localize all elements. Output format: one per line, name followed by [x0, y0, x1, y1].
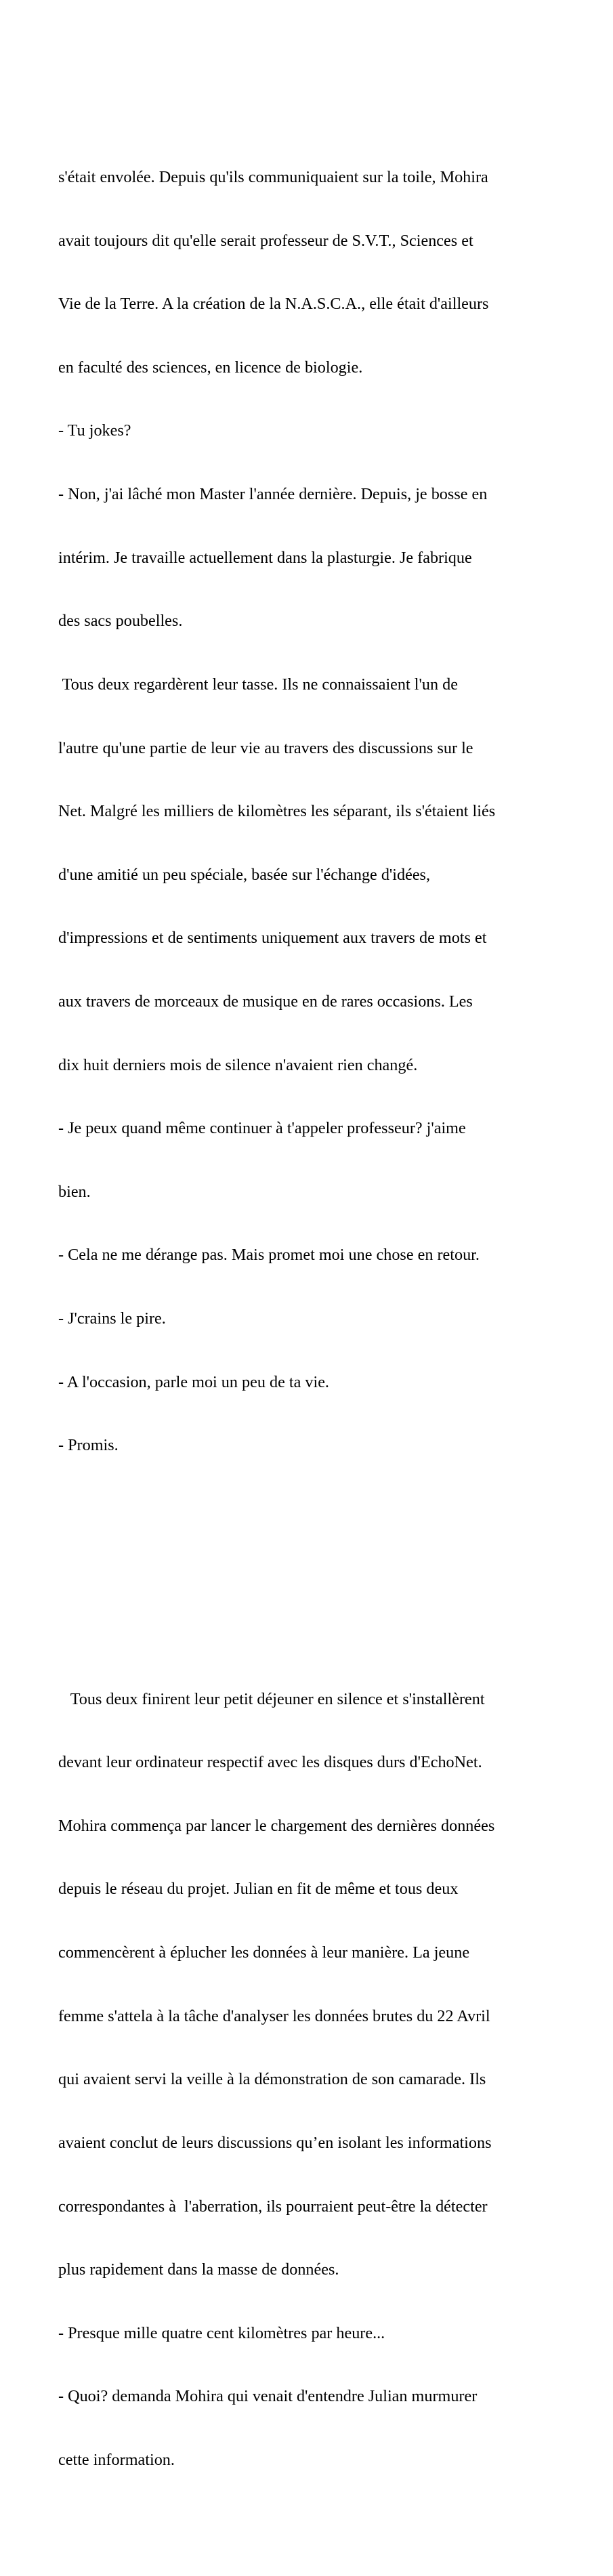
text-line: - Je peux quand même continuer à t'appeler professeur? j'aime	[58, 1119, 466, 1138]
text-line: - Non, j'ai lâché mon Master l'année dernière. Depuis, je bosse en	[58, 485, 488, 504]
text-line: dix huit derniers mois de silence n'avaient rien changé.	[58, 1055, 418, 1074]
text-block-2	[58, 1646, 555, 2512]
text-line: - Quoi? demanda Mohira qui venait d'entendre Julian murmurer	[58, 2387, 478, 2406]
text-line: Tous deux regardèrent leur tasse. Ils ne connaissaient l'un de	[58, 675, 458, 694]
text-line: des sacs poubelles.	[58, 612, 183, 631]
text-line: Mohira commença par lancer le chargement des dernières données	[58, 1816, 495, 1835]
text-line: avaient conclut de leurs discussions qu’en isolant les informations	[58, 2133, 492, 2152]
text-line: - Tu jokes?	[58, 421, 131, 440]
text-line: devant leur ordinateur respectif avec les disques durs d'EchoNet.	[58, 1753, 482, 1772]
text-line: qui avaient servi la veille à la démonstration de son camarade. Ils	[58, 2070, 486, 2089]
text-line: - J'crains le pire.	[58, 1309, 166, 1328]
text-line: intérim. Je travaille actuellement dans la plasturgie. Je fabrique	[58, 548, 472, 567]
text-line: depuis le réseau du projet. Julian en fit de même et tous deux	[58, 1880, 459, 1899]
text-line: s'était envolée. Depuis qu'ils communiquaient sur la toile, Mohira	[58, 168, 488, 187]
text-line: - Cela ne me dérange pas. Mais promet moi une chose en retour.	[58, 1246, 480, 1265]
text-line: femme s'attela à la tâche d'analyser les données brutes du 22 Avril	[58, 2006, 490, 2025]
text-line: Vie de la Terre. A la création de la N.A.S.C.A., elle était d'ailleurs	[58, 295, 489, 314]
paragraph-spacer	[58, 1561, 555, 1582]
text-line: d'une amitié un peu spéciale, basée sur l'échange d'idées,	[58, 865, 431, 884]
text-line: d'impressions et de sentiments uniquement aux travers de mots et	[58, 929, 487, 948]
text-line: bien.	[58, 1182, 91, 1201]
text-line: avait toujours dit qu'elle serait professeur de S.V.T., Sciences et	[58, 231, 473, 250]
text-line: aux travers de morceaux de musique en de rares occasions. Les	[58, 992, 473, 1011]
text-line: correspondantes à l'aberration, ils pourraient peut-être la détecter	[58, 2197, 488, 2216]
text-line: Tous deux finirent leur petit déjeuner en silence et s'installèrent	[58, 1689, 485, 1708]
text-line: - Presque mille quatre cent kilomètres par heure...	[58, 2323, 385, 2342]
text-line: - Promis.	[58, 1436, 119, 1455]
text-line: en faculté des sciences, en licence de biologie.	[58, 358, 363, 377]
text-line: commencèrent à éplucher les données à leur manière. La jeune	[58, 1943, 470, 1962]
text-block-1	[58, 125, 555, 1498]
text-line: - A l'occasion, parle moi un peu de ta vie.	[58, 1372, 329, 1391]
text-line: l'autre qu'une partie de leur vie au travers des discussions sur le	[58, 738, 473, 757]
page-text-column	[58, 61, 555, 2576]
text-line: Net. Malgré les milliers de kilomètres les séparant, ils s'étaient liés	[58, 802, 496, 821]
text-line: plus rapidement dans la masse de données.	[58, 2260, 339, 2279]
text-line: cette information.	[58, 2450, 175, 2469]
